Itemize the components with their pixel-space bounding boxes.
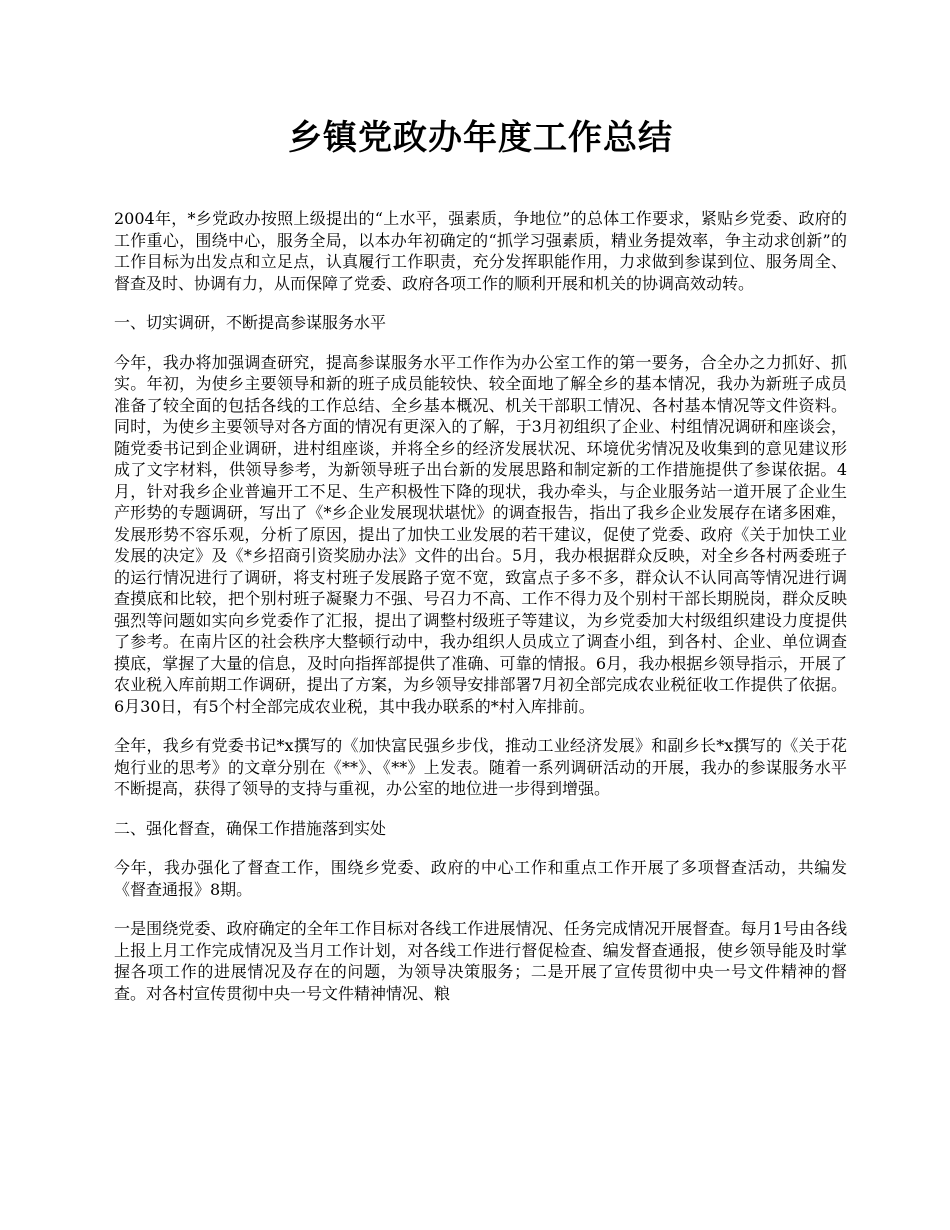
- section-heading-supervision: 二、强化督查，确保工作措施落到实处: [114, 818, 387, 838]
- supervision-intro-paragraph: 今年，我办强化了督查工作，围绕乡党委、政府的中心工作和重点工作开展了多项督查活动，共编发《督查通报》8期。: [114, 858, 847, 899]
- research-paragraph: 今年，我办将加强调查研究，提高参谋服务水平工作作为办公室工作的第一要务，合全办之力抓好、抓实。年初，为使乡主要领导和新的班子成员能较快、较全面地了解全乡的基本情况，我办为新班子成员准备了较全面的包括各线的工作总结、全乡基本概况、机关干部职工情况、各村基本情况等文件资料。同时，为使乡主要领导对各方面的情况有更深入的了解，于3月初组织了企业、村组情况调研和座谈会，随党委书记到企业调研，进村组座谈，并将全乡的经济发展状况、环境优劣情况及收集到的意见建议形成了文字材料，供领导参考，为新领导班子出台新的发展思路和制定新的工作措施提供了参谋依据。4月，针对我乡企业普遍开工不足、生产积极性下降的现状，我办牵头，与企业服务站一道开展了企业生产形势的专题调研，写出了《*乡企业发展现状堪忧》的调查报告，指出了我乡企业发展存在诸多困难，发展形势不容乐观，分析了原因，提出了加快工业发展的若干建议，促使了党委、政府《关于加快工业发展的决定》及《*乡招商引资奖励办法》文件的出台。5月，我办根据群众反映，对全乡各村两委班子的运行情况进行了调研，将支村班子发展路子宽不宽，致富点子多不多，群众认不认同高等情况进行调查摸底和比较，把个别村班子凝聚力不强、号召力不高、工作不得力及个别村干部长期脱岗，群众反映强烈等问题如实向乡党委作了汇报，提出了调整村级班子等建议，为乡党委加大村级组织建设力度提供了参考。在南片区的社会秩序大整顿行动中，我办组织人员成立了调查小组，到各村、企业、单位调查摸底，掌握了大量的信息，及时向指挥部提供了准确、可靠的情报。6月，我办根据乡领导指示，开展了农业税入库前期工作调研，提出了方案，为乡领导安排部署7月初全部完成农业税征收工作提供了依据。6月30日，有5个村全部完成农业税，其中我办联系的*村入库排前。: [114, 352, 847, 716]
- section-heading-research: 一、切实调研，不断提高参谋服务水平: [114, 313, 387, 332]
- supervision-detail-paragraph: 一是围绕党委、政府确定的全年工作目标对各线工作进展情况、任务完成情况开展督查。每月1号由各线上报上月工作完成情况及当月工作计划，对各线工作进行督促检查、编发督查通报，使乡领导能及时掌握各项工作的进展情况及存在的问题，为领导决策服务；二是开展了宣传贯彻中央一号文件精神的督查。对各村宣传贯彻中央一号文件精神情况、粮: [114, 919, 847, 1003]
- document-title: 乡镇党政办年度工作总结: [288, 118, 673, 158]
- document-page: [114, 112, 847, 1022]
- intro-paragraph: 2004年，*乡党政办按照上级提出的“上水平，强素质，争地位”的总体工作要求，紧贴乡党委、政府的工作重心，围绕中心，服务全局，以本办年初确定的“抓学习强素质，精业务提效率，争主动求创新”的工作目标为出发点和立足点，认真履行工作职责，充分发挥职能作用，力求做到参谋到位、服务周全、督查及时、协调有力，从而保障了党委、政府各项工作的顺利开展和机关的协调高效动转。: [114, 209, 847, 293]
- publication-paragraph: 全年，我乡有党委书记*x撰写的《加快富民强乡步伐，推动工业经济发展》和副乡长*x撰写的《关于花炮行业的思考》的文章分别在《**》、《**》上发表。随着一系列调研活动的开展，我办的参谋服务水平不断提高，获得了领导的支持与重视，办公室的地位进一步得到增强。: [114, 736, 847, 798]
